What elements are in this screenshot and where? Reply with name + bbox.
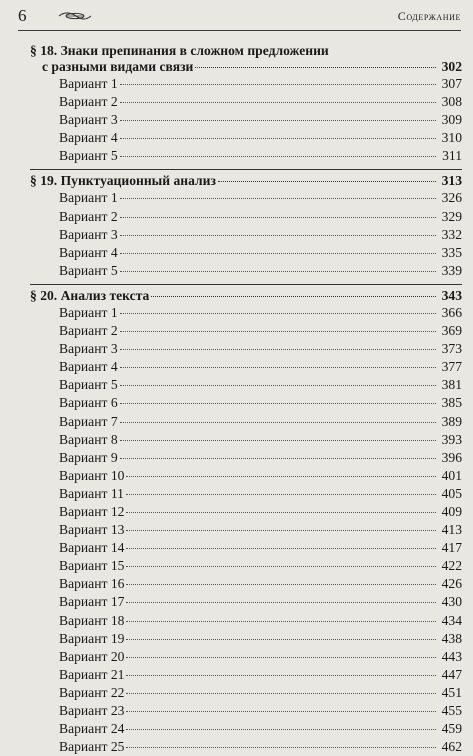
entry-page-number: 310 bbox=[441, 130, 462, 146]
dot-leader bbox=[126, 747, 436, 748]
toc-entry[interactable] bbox=[30, 189, 462, 207]
page-header bbox=[18, 0, 461, 30]
entry-label: Вариант 11 bbox=[59, 485, 124, 501]
dot-leader bbox=[120, 313, 436, 314]
page-number: 6 bbox=[18, 6, 27, 25]
dot-leader bbox=[126, 711, 436, 712]
toc-entry[interactable] bbox=[30, 322, 462, 340]
dot-leader bbox=[120, 235, 436, 236]
entry-page-number: 447 bbox=[441, 666, 462, 682]
toc-entry[interactable] bbox=[30, 738, 462, 756]
entry-label: Вариант 25 bbox=[59, 739, 125, 755]
entry-label: Вариант 5 bbox=[59, 148, 118, 164]
toc-entry[interactable] bbox=[30, 630, 462, 648]
header-rule bbox=[18, 30, 461, 31]
entry-label: Вариант 8 bbox=[59, 431, 118, 447]
dot-leader bbox=[126, 584, 436, 585]
dot-leader bbox=[151, 296, 436, 297]
entry-page-number: 455 bbox=[441, 703, 462, 718]
toc-entry[interactable] bbox=[30, 244, 462, 262]
toc-entry[interactable] bbox=[30, 147, 462, 165]
toc-entry[interactable] bbox=[30, 208, 462, 226]
entry-label: Вариант 22 bbox=[59, 684, 125, 700]
entry-label: Вариант 2 bbox=[59, 94, 118, 110]
dot-leader bbox=[126, 621, 436, 622]
toc-section bbox=[30, 288, 462, 756]
entry-page-number: 309 bbox=[441, 112, 462, 128]
entry-page-number: 422 bbox=[441, 558, 462, 574]
dot-leader bbox=[120, 84, 436, 85]
dot-leader bbox=[120, 349, 436, 350]
entry-label: Вариант 9 bbox=[59, 449, 118, 465]
entry-page-number: 381 bbox=[441, 377, 462, 393]
entry-label: Вариант 3 bbox=[59, 112, 118, 128]
entry-label: Вариант 5 bbox=[59, 262, 118, 278]
entry-label: Вариант 13 bbox=[59, 522, 125, 538]
entry-page-number: 396 bbox=[441, 449, 462, 465]
toc-entry[interactable] bbox=[30, 226, 462, 244]
entry-label: Вариант 1 bbox=[59, 190, 118, 206]
dot-leader bbox=[120, 440, 436, 441]
entry-label: Вариант 23 bbox=[59, 703, 125, 718]
toc-entry[interactable] bbox=[30, 262, 462, 280]
entry-page-number: 329 bbox=[441, 208, 462, 224]
dot-leader bbox=[126, 693, 436, 694]
entry-page-number: 308 bbox=[441, 94, 462, 110]
entry-page-number: 326 bbox=[441, 190, 462, 206]
section-page-number: 313 bbox=[441, 173, 462, 189]
entry-label: Вариант 3 bbox=[59, 341, 118, 357]
entry-label: Вариант 2 bbox=[59, 323, 118, 339]
running-title: Содержание bbox=[397, 9, 461, 23]
entry-page-number: 385 bbox=[441, 395, 462, 411]
dot-leader bbox=[120, 156, 436, 157]
entry-label: Вариант 4 bbox=[59, 130, 118, 146]
dot-leader bbox=[120, 367, 436, 368]
entry-label: Вариант 15 bbox=[59, 558, 125, 574]
toc-entry[interactable] bbox=[30, 111, 462, 129]
toc-entry[interactable] bbox=[30, 539, 462, 557]
entry-label: Вариант 18 bbox=[59, 612, 125, 628]
entry-label: Вариант 3 bbox=[59, 226, 118, 242]
entry-page-number: 339 bbox=[441, 262, 462, 278]
entry-label: Вариант 10 bbox=[59, 467, 125, 483]
dot-leader bbox=[126, 512, 436, 513]
dot-leader bbox=[126, 639, 436, 640]
entry-page-number: 377 bbox=[441, 359, 462, 375]
dot-leader bbox=[120, 458, 436, 459]
toc-entry[interactable] bbox=[30, 449, 462, 467]
toc-entry[interactable] bbox=[30, 575, 462, 593]
pen-icon bbox=[58, 9, 92, 27]
entry-page-number: 311 bbox=[442, 148, 462, 164]
entry-label: Вариант 17 bbox=[59, 594, 125, 610]
entry-label: Вариант 4 bbox=[59, 359, 118, 375]
section-title-row[interactable] bbox=[30, 288, 462, 304]
section-divider bbox=[30, 169, 462, 170]
dot-leader bbox=[126, 476, 436, 477]
entry-label: Вариант 16 bbox=[59, 576, 125, 592]
dot-leader bbox=[120, 198, 436, 199]
entry-page-number: 451 bbox=[441, 684, 462, 700]
entry-label: Вариант 5 bbox=[59, 377, 118, 393]
dot-leader bbox=[120, 271, 436, 272]
entry-page-number: 409 bbox=[441, 503, 462, 519]
section-title: § 18. Знаки препинания в сложном предложении bbox=[30, 43, 329, 58]
entry-label: Вариант 20 bbox=[59, 648, 125, 664]
entry-page-number: 417 bbox=[441, 540, 462, 556]
dot-leader bbox=[126, 675, 436, 676]
dot-leader bbox=[126, 548, 436, 549]
entry-page-number: 393 bbox=[441, 431, 462, 447]
toc-entry[interactable] bbox=[30, 376, 462, 394]
dot-leader bbox=[126, 729, 436, 730]
section-title-row[interactable] bbox=[30, 59, 462, 75]
entry-page-number: 443 bbox=[441, 648, 462, 664]
toc-section bbox=[30, 43, 462, 165]
entry-page-number: 434 bbox=[441, 612, 462, 628]
section-page-number: 343 bbox=[441, 287, 462, 303]
entry-page-number: 373 bbox=[441, 341, 462, 357]
entry-page-number: 462 bbox=[441, 739, 462, 755]
dot-leader bbox=[120, 422, 436, 423]
toc-entry[interactable] bbox=[30, 394, 462, 412]
toc-entry[interactable] bbox=[30, 702, 462, 720]
dot-leader bbox=[126, 494, 436, 495]
toc-entry[interactable] bbox=[30, 648, 462, 666]
entry-label: Вариант 1 bbox=[59, 304, 118, 320]
dot-leader bbox=[126, 530, 436, 531]
entry-page-number: 389 bbox=[441, 413, 462, 429]
table-of-contents bbox=[30, 43, 462, 756]
dot-leader bbox=[120, 403, 436, 404]
entry-page-number: 366 bbox=[441, 304, 462, 320]
entry-page-number: 335 bbox=[441, 244, 462, 260]
toc-section bbox=[30, 173, 462, 279]
entry-label: Вариант 2 bbox=[59, 208, 118, 224]
entry-label: Вариант 19 bbox=[59, 630, 125, 646]
dot-leader bbox=[126, 566, 436, 567]
entry-page-number: 332 bbox=[441, 226, 462, 242]
section-title: § 20. Анализ текста bbox=[30, 287, 150, 303]
entry-label: Вариант 6 bbox=[59, 395, 118, 411]
entry-page-number: 430 bbox=[441, 594, 462, 610]
toc-entry[interactable] bbox=[30, 557, 462, 575]
toc-entry[interactable] bbox=[30, 720, 462, 738]
toc-entry[interactable] bbox=[30, 503, 462, 521]
entry-label: Вариант 14 bbox=[59, 540, 125, 556]
entry-page-number: 413 bbox=[441, 522, 462, 538]
toc-entry[interactable] bbox=[30, 684, 462, 702]
section-page-number: 302 bbox=[441, 59, 462, 74]
dot-leader bbox=[218, 181, 436, 182]
toc-entry[interactable] bbox=[30, 340, 462, 358]
toc-entry[interactable] bbox=[30, 612, 462, 630]
toc-entry[interactable] bbox=[30, 75, 462, 93]
entry-page-number: 426 bbox=[441, 576, 462, 592]
entry-page-number: 405 bbox=[441, 485, 462, 501]
entry-page-number: 401 bbox=[441, 467, 462, 483]
toc-entry[interactable] bbox=[30, 129, 462, 147]
entry-label: Вариант 21 bbox=[59, 666, 125, 682]
entry-page-number: 438 bbox=[441, 630, 462, 646]
toc-entry[interactable] bbox=[30, 666, 462, 684]
entry-page-number: 307 bbox=[441, 76, 462, 91]
dot-leader bbox=[126, 657, 436, 658]
dot-leader bbox=[120, 120, 436, 121]
toc-entry[interactable] bbox=[30, 485, 462, 503]
dot-leader bbox=[120, 138, 436, 139]
toc-entry[interactable] bbox=[30, 304, 462, 322]
section-divider bbox=[30, 284, 462, 285]
dot-leader bbox=[120, 331, 436, 332]
section-title: с разными видами связи bbox=[42, 59, 194, 74]
toc-entry[interactable] bbox=[30, 93, 462, 111]
dot-leader bbox=[195, 67, 436, 68]
entry-label: Вариант 4 bbox=[59, 244, 118, 260]
entry-page-number: 459 bbox=[441, 721, 462, 737]
toc-entry[interactable] bbox=[30, 593, 462, 611]
toc-entry[interactable] bbox=[30, 521, 462, 539]
dot-leader bbox=[120, 253, 436, 254]
entry-label: Вариант 1 bbox=[59, 76, 118, 91]
section-title: § 19. Пунктуационный анализ bbox=[30, 173, 216, 189]
toc-entry[interactable] bbox=[30, 358, 462, 376]
entry-label: Вариант 24 bbox=[59, 721, 125, 737]
toc-entry[interactable] bbox=[30, 467, 462, 485]
dot-leader bbox=[120, 102, 436, 103]
entry-label: Вариант 12 bbox=[59, 503, 125, 519]
entry-page-number: 369 bbox=[441, 323, 462, 339]
dot-leader bbox=[126, 602, 436, 603]
section-title-row[interactable] bbox=[30, 173, 462, 189]
dot-leader bbox=[120, 217, 436, 218]
toc-entry[interactable] bbox=[30, 413, 462, 431]
toc-entry[interactable] bbox=[30, 431, 462, 449]
dot-leader bbox=[120, 385, 436, 386]
entry-label: Вариант 7 bbox=[59, 413, 118, 429]
